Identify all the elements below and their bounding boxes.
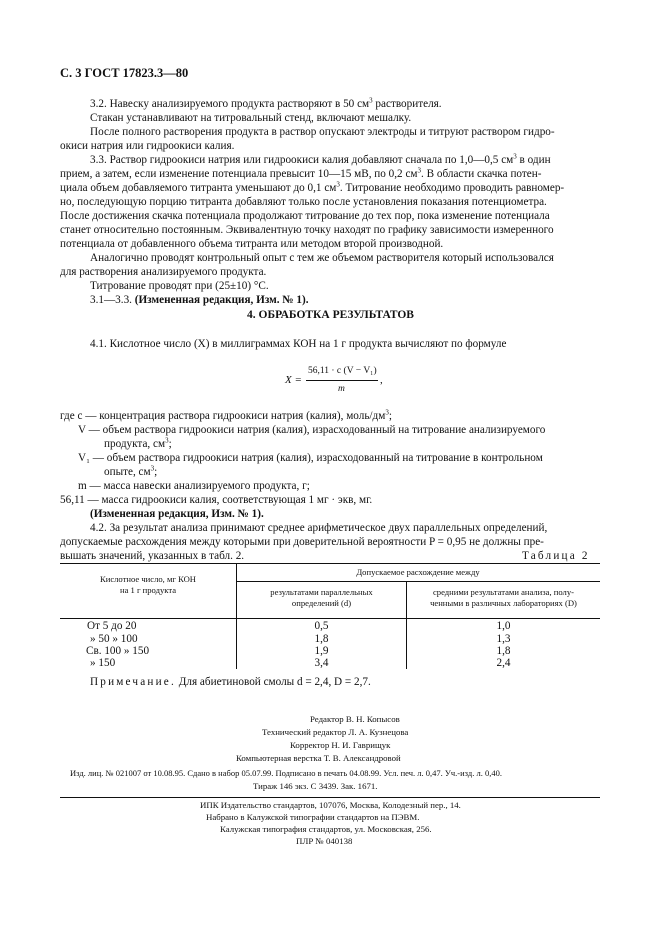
para-3-3-line3: циала объем добавляемого титранта уменьшают до 0,1 $см^3$. Титрование необходимо проводить равномер- (60, 180, 565, 194)
where-v1-line2: опыте, $см^3$; (104, 464, 158, 478)
credit-corrector: Корректор Н. И. Гаврищук (290, 740, 391, 750)
table-row-3-d: 1,9 (314, 645, 329, 657)
table-row-4-d: 3,4 (314, 657, 329, 669)
publication-line1: Изд. лиц. № 021007 от 10.08.95. Сдано в набор 05.07.99. Подписано в печать 04.08.99. Усл. печ. л. 0,47. Уч.-изд. л. 0,40. (70, 768, 502, 778)
page-header: С. 3 ГОСТ 17823.3—80 (60, 66, 189, 80)
formula-numerator: 56,11 · c (V − V₁) (308, 366, 377, 376)
para-3-2: 3.2. Навеску анализируемого продукта растворяют в 50 $см^3$ растворителя. (90, 96, 442, 110)
para-3-2-line4: окиси натрия или гидроокиси калия. (60, 140, 235, 152)
credit-editor: Редактор В. Н. Копысов (310, 714, 400, 724)
table-row-2-D: 1,3 (496, 633, 511, 645)
table-span-rule (236, 581, 600, 582)
table-col3-header: средними результатами анализа, полу- ченными в различных лабораториях (D) (430, 587, 577, 608)
table-col2-header: результатами параллельных определений (d) (270, 587, 373, 608)
para-4-1: 4.1. Кислотное число (X) в миллиграммах КОН на 1 г продукта вычисляют по формуле (90, 338, 507, 350)
para-change-note: 3.1—3.3. (Измененная редакция, Изм. № 1). (90, 294, 309, 306)
publisher-line3: Калужская типография стандартов, ул. Московская, 256. (220, 824, 432, 834)
where-v1-line1: V₁ — объем раствора гидроокиси натрия (калия), израсходованный на титрование в контрольном (78, 452, 543, 464)
publication-line2: Тираж 146 экз. С 3439. Зак. 1671. (253, 781, 378, 791)
formula-tail: , (380, 374, 383, 386)
para-3-3-line5: После достижения скачка потенциала продолжают титрование до тех пор, пока изменение потенциала (60, 210, 550, 222)
table-row-2-d: 1,8 (314, 633, 329, 645)
para-3-3-line1: 3.3. Раствор гидроокиси натрия или гидроокиси калия добавляют сначала по 1,0—0,5 $см^3$ в один (90, 152, 551, 166)
table-top-rule (60, 563, 600, 564)
where-v-line2: продукта, $см^3$; (104, 436, 172, 450)
para-3-3-line4: но, последующую порцию титранта добавляют только после установления показания потенциометра. (60, 196, 547, 208)
table-row-3-D: 1,8 (496, 645, 511, 657)
para-3-3-line7: потенциала от добавленного объема титранта или методом второй производной. (60, 238, 444, 250)
table-col1-header: Кислотное число, мг КОН на 1 г продукта (100, 574, 196, 595)
para-control-line1: Аналогично проводят контрольный опыт с тем же объемом растворителя который использовался (90, 252, 554, 264)
table-row-1-d: 0,5 (314, 620, 329, 632)
where-v-line1: V — объем раствора гидроокиси натрия (калия), израсходованный на титрование анализируемого (78, 424, 546, 436)
table-col-divider-1-body (236, 619, 237, 669)
para-4-2-line3: вышать значений, указанных в табл. 2. (60, 550, 245, 562)
credit-tech-editor: Технический редактор Л. А. Кузнецова (262, 727, 409, 737)
formula-fraction-bar (306, 380, 378, 381)
table-row-4-D: 2,4 (496, 657, 511, 669)
table-span-header: Допускаемое расхождение между (356, 567, 480, 577)
footer-rule (60, 797, 600, 798)
para-3-3-line2: прием, а затем, если изменение потенциала превысит 10—15 мВ, по 0,2 $см^3$. В области скачка потен- (60, 166, 542, 180)
credit-layout: Компьютерная верстка Т. В. Александровой (236, 753, 401, 763)
publisher-line4: ПЛР № 040138 (296, 836, 353, 846)
table-row-1-D: 1,0 (496, 620, 511, 632)
para-3-2-line2: Стакан устанавливают на титровальный стенд, включают мешалку. (90, 112, 412, 124)
formula-denominator: m (338, 384, 345, 394)
table-row-2-range: » 50 » 100 (90, 633, 138, 645)
publisher-line1: ИПК Издательство стандартов, 107076, Москва, Колодезный пер., 14. (200, 800, 461, 810)
formula-lhs: X = (285, 374, 302, 386)
table-note: Примечание. Для абиетиновой смолы d = 2,4, D = 2,7. (90, 676, 371, 688)
table-row-3-range: Св. 100 » 150 (86, 645, 150, 657)
where-k: 56,11 — масса гидроокиси калия, соответствующая 1 мг · экв, мг. (60, 494, 373, 506)
para-4-2-line1: 4.2. За результат анализа принимают среднее арифметическое двух параллельных определений, (90, 522, 548, 534)
where-m: m — масса навески анализируемого продукта, г; (78, 480, 310, 492)
table-row-4-range: » 150 (90, 657, 116, 669)
where-c: где c — концентрация раствора гидроокиси натрия (калия), моль/$дм^3$; (60, 408, 392, 422)
para-3-2-line3: После полного растворения продукта в раствор опускают электроды и титруют раствором гидро- (90, 126, 555, 138)
section-4-title: 4. ОБРАБОТКА РЕЗУЛЬТАТОВ (247, 309, 414, 321)
para-3-3-line6: станет относительно постоянным. Эквивалентную точку находят по графику зависимости измеренного (60, 224, 554, 236)
where-change-note: (Измененная редакция, Изм. № 1). (90, 508, 264, 520)
para-4-2-line2: допускаемые расхождения между которыми при доверительной вероятности P = 0,95 не должны пре- (60, 536, 544, 548)
publisher-line2: Набрано в Калужской типографии стандартов на ПЭВМ. (206, 812, 420, 822)
table-col-divider-2-body (406, 619, 407, 669)
para-control-line2: для растворения анализируемого продукта. (60, 266, 267, 278)
para-temperature: Титрование проводят при (25±10) °С. (90, 280, 269, 292)
table-row-1-range: От 5 до 20 (87, 620, 137, 632)
table-label: Таблица 2 (522, 550, 590, 562)
